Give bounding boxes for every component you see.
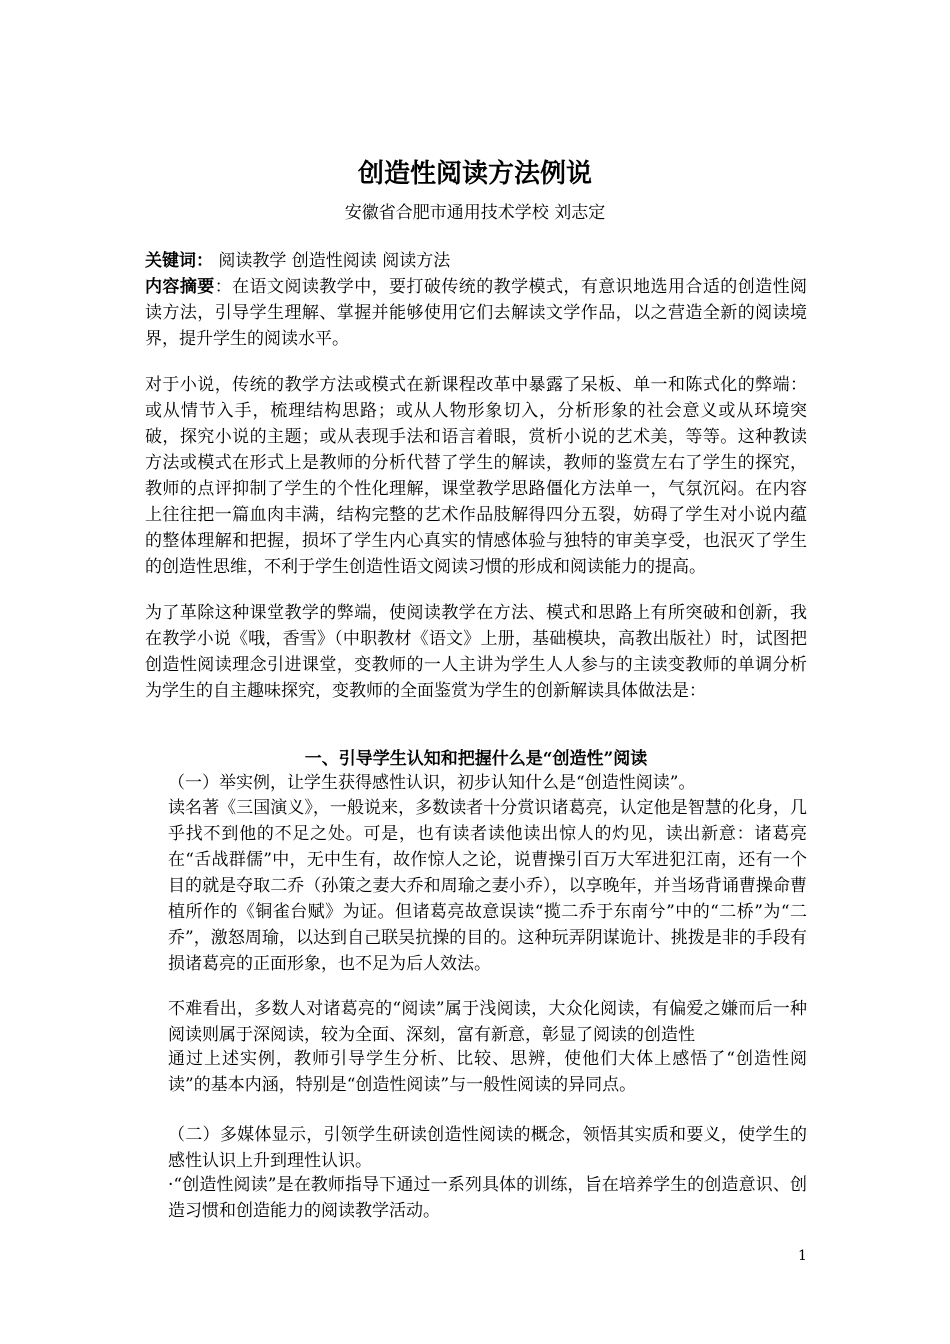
body-paragraph-1: 对于小说，传统的教学方法或模式在新课程改革中暴露了呆板、单一和陈式化的弊端：或从情节入手，梳理结构思路；或从人物形象切入，分析形象的社会意义或从环境突破，探究小说的主题；或从表现手法和语言着眼，赏析小说的艺术美，等等。这种教读方法或模式在形式上是教师的分析代替了学生的解读，教师的鉴赏左右了学生的探究，教师的点评抑制了学生的个性化理解，课堂教学思路僵化方法单一，气氛沉闷。在内容上往往把一篇血肉丰满，结构完整的艺术作品肢解得四分五裂，妨碍了学生对小说内蕴的整体理解和把握，损坏了学生内心真实的情感体验与独特的审美享受，也泯灭了学生的创造性思维，不利于学生创造性语文阅读习惯的形成和阅读能力的提高。 <box>145 375 807 577</box>
section-heading-1: 一、引导学生认知和把握什么是“创造性”阅读 <box>304 749 648 769</box>
subsection-heading-2: （二）多媒体显示，引领学生研读创造性阅读的概念，领悟其实质和要义，使学生的感性认识上升到理性认识。 <box>168 1125 807 1171</box>
subsection-heading-1: （一）举实例，让学生获得感性认识，初步认知什么是“创造性阅读”。 <box>168 773 696 793</box>
body-paragraph-5: 通过上述实例，教师引导学生分析、比较、思辨，使他们大体上感悟了“创造性阅读”的基本内涵，特别是“创造性阅读”与一般性阅读的异同点。 <box>168 1049 807 1095</box>
keywords-label: 关键词： <box>145 251 213 271</box>
abstract-label: 内容摘要 <box>145 277 215 297</box>
abstract-paragraph <box>145 274 807 352</box>
keywords-text: 阅读教学 创造性阅读 阅读方法 <box>213 251 451 271</box>
abstract-text: ：在语文阅读教学中，要打破传统的教学模式，有意识地选用合适的创造性阅读方法，引导学生理解、掌握并能够使用它们去解读文学作品，以之营造全新的阅读境界，提升学生的阅读水平。 <box>145 277 808 349</box>
document-title: 创造性阅读方法例说 <box>357 159 592 189</box>
author-line: 安徽省合肥市通用技术学校 刘志定 <box>344 203 606 223</box>
body-paragraph-2: 为了革除这种课堂教学的弊端，使阅读教学在方法、模式和思路上有所突破和创新，我在教学小说《哦，香雪》（中职教材《语文》上册，基础模块，高教出版社）时，试图把创造性阅读理念引进课堂，变教师的一人主讲为学生人人参与的主读变教师的单调分析为学生的自主趣味探究，变教师的全面鉴赏为学生的创新解读具体做法是： <box>145 603 807 701</box>
keywords-line <box>145 248 807 274</box>
body-paragraph-4: 不难看出，多数人对诸葛亮的“阅读”属于浅阅读，大众化阅读，有偏爱之嫌而后一种阅读则属于深阅读，较为全面、深刻，富有新意，彰显了阅读的创造性 <box>168 999 807 1045</box>
body-paragraph-3: 读名著《三国演义》，一般说来，多数读者十分赏识诸葛亮，认定他是智慧的化身，几乎找不到他的不足之处。可是，也有读者读他读出惊人的灼见，读出新意：诸葛亮在“舌战群儒”中，无中生有，故作惊人之论，说曹操引百万大军进犯江南，还有一个目的就是夺取二乔（孙策之妻大乔和周瑜之妻小乔），以享晚年，并当场背诵曹操命曹植所作的《铜雀台赋》为证。但诸葛亮故意误读“揽二乔于东南兮”中的“二桥”为“二乔”，激怒周瑜，以达到自己联吴抗操的目的。这种玩弄阴谋诡计、挑拨是非的手段有损诸葛亮的正面形象，也不足为后人效法。 <box>168 798 807 974</box>
page-number: 1 <box>798 1248 807 1264</box>
body-paragraph-6: ·“创造性阅读”是在教师指导下通过一系列具体的训练，旨在培养学生的创造意识、创造习惯和创造能力的阅读教学活动。 <box>168 1175 807 1221</box>
